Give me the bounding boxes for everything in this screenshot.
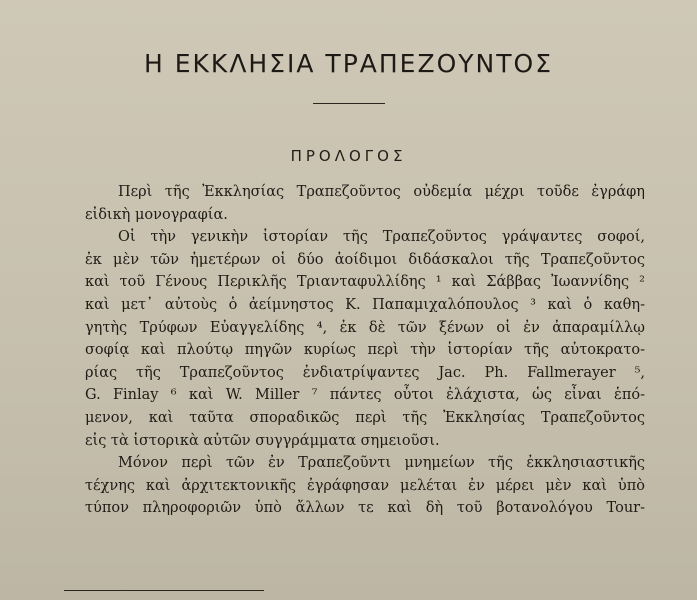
footnote-separator [64, 590, 264, 591]
text-line: μενον, καὶ ταῦτα σποραδικῶς περὶ τῆς Ἐκκλησίας Τραπεζοῦντος [85, 409, 645, 426]
page-title: Η ΕΚΚΛΗΣΙΑ ΤΡΑΠΕΖΟΥΝΤΟΣ [143, 49, 553, 78]
text-line: ἐκ μὲν τῶν ἡμετέρων οἱ δύο ἀοίδιμοι διδάσκαλοι τῆς Τραπεζοῦντος [85, 251, 645, 268]
text-line: εἰδικὴ μονογραφία. [85, 206, 228, 223]
text-line: G. Finlay ⁶ καὶ W. Miller ⁷ πάντες οὗτοι ἐλάχιστα, ὡς εἶναι ἑπό- [85, 387, 645, 404]
text-line: Μόνον περὶ τῶν ἐν Τραπεζοῦντι μνημείων τῆς ἐκκλησιαστικῆς [118, 455, 645, 472]
section-heading: ΠΡΟΛΟΓΟΣ [290, 147, 407, 165]
text-line: σοφίᾳ καὶ πλούτῳ πηγῶν κυρίως περὶ τὴν ἱστορίαν τῆς αὐτοκρατο- [85, 342, 645, 359]
text-line: εἰς τὰ ἱστορικὰ αὐτῶν συγγράμματα σημειοῦσι. [85, 432, 440, 449]
text-line: τύπον πληροφοριῶν ὑπὸ ἄλλων τε καὶ δὴ τοῦ βοτανολόγου Tour- [85, 500, 645, 517]
text-line: καὶ τοῦ Γένους Περικλῆς Τριανταφυλλίδης ¹ καὶ Σάββας Ἰωαννίδης ² [85, 274, 645, 291]
text-line: ρίας τῆς Τραπεζοῦντος ἐνδιατρίψαντες Jac. Ph. Fallmerayer ⁵, [85, 364, 645, 381]
text-line: γητὴς Τρύφων Εὐαγγελίδης ⁴, ἐκ δὲ τῶν ξένων οἱ ἐν ἀπαραμίλλῳ [85, 319, 645, 336]
text-line: καὶ μετ᾿ αὐτοὺς ὁ ἀείμνηστος Κ. Παπαμιχαλόπουλος ³ καὶ ὁ καθη- [85, 296, 645, 313]
text-line: Οἱ τὴν γενικὴν ἱστορίαν τῆς Τραπεζοῦντος γράψαντες σοφοί, [118, 229, 645, 246]
title-divider [313, 103, 385, 104]
text-line: τέχνης καὶ ἀρχιτεκτονικῆς ἐγράφησαν μελέται ἐν μέρει μὲν καὶ ὑπὸ [85, 477, 645, 494]
text-line: Περὶ τῆς Ἐκκλησίας Τραπεζοῦντος οὐδεμία μέχρι τοῦδε ἐγράφη [118, 184, 645, 200]
body-text [85, 181, 645, 520]
